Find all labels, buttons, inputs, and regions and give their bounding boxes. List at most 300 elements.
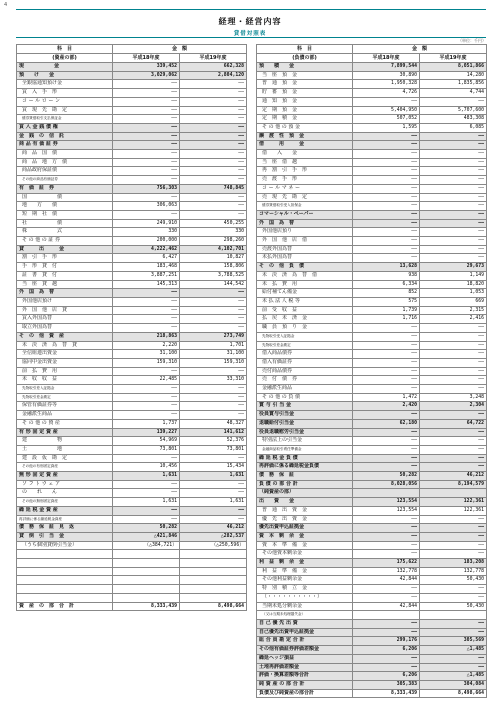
row-label: 地 方 債 bbox=[17, 202, 113, 211]
row-value-year1: ―― bbox=[353, 141, 420, 150]
row-value-year2: ―― bbox=[420, 385, 487, 394]
row-value-year1 bbox=[353, 611, 420, 620]
row-value-year1: 305,383 bbox=[353, 680, 420, 689]
row-value-year2: 6,085 bbox=[420, 123, 487, 132]
row-value-year1: ―― bbox=[353, 210, 420, 219]
row-value-year2: ―― bbox=[420, 245, 487, 254]
row-value-year1: ―― bbox=[353, 593, 420, 602]
table-row bbox=[17, 228, 247, 237]
row-value-year1: ―― bbox=[113, 106, 180, 115]
row-value-year2: 1,701 bbox=[180, 341, 247, 350]
row-value-year1: ―― bbox=[353, 541, 420, 550]
row-label: 国 債 bbox=[17, 193, 113, 202]
row-value-year1: ―― bbox=[353, 411, 420, 420]
row-value-year2: ―― bbox=[180, 115, 247, 124]
row-value-year2: 158,806 bbox=[180, 263, 247, 272]
total-label: 資 産 の 部 合 計 bbox=[17, 602, 113, 611]
table-row bbox=[257, 576, 487, 585]
row-value-year1: 132,778 bbox=[353, 567, 420, 576]
row-value-year2: ―― bbox=[180, 106, 247, 115]
row-value-year1: 1,737 bbox=[113, 419, 180, 428]
row-value-year2: ―― bbox=[420, 515, 487, 524]
assets-table bbox=[16, 44, 247, 611]
row-value-year2: ―― bbox=[420, 358, 487, 367]
row-label: 買 入 金 銭 債 権 bbox=[17, 123, 113, 132]
row-value-year1: 4,726 bbox=[353, 89, 420, 98]
table-row bbox=[257, 306, 487, 315]
total-row bbox=[17, 602, 247, 611]
row-value-year2: ―― bbox=[420, 628, 487, 637]
row-label: 優先出資申込証拠金 bbox=[257, 524, 353, 533]
row-value-year1: ―― bbox=[113, 123, 180, 132]
row-label: その他利益剰余金 bbox=[257, 576, 353, 585]
row-label: 商 品 国 債 bbox=[17, 150, 113, 159]
spacer-cell bbox=[113, 559, 180, 568]
table-row bbox=[17, 97, 247, 106]
table-row bbox=[17, 498, 247, 507]
row-label: 定 期 積 金 bbox=[257, 115, 353, 124]
row-value-year2: ―― bbox=[420, 132, 487, 141]
row-label: （純資産の部） bbox=[257, 489, 353, 498]
row-label: 売付商品債券 bbox=[257, 367, 353, 376]
table-row bbox=[257, 480, 487, 489]
row-value-year1: 306,063 bbox=[113, 202, 180, 211]
row-value-year2: ―― bbox=[420, 654, 487, 663]
row-value-year2: 305,569 bbox=[420, 637, 487, 646]
row-value-year1: ―― bbox=[353, 228, 420, 237]
row-label: 再 割 引 手 形 bbox=[257, 167, 353, 176]
row-value-year1: 159,310 bbox=[113, 358, 180, 367]
row-label: 評価・換算差額等合計 bbox=[257, 672, 353, 681]
row-label: 外 国 為 替 bbox=[257, 219, 353, 228]
row-value-year1: 4,222,462 bbox=[113, 245, 180, 254]
section-title: 貸借対照表 bbox=[233, 31, 267, 37]
table-row bbox=[257, 593, 487, 602]
table-row bbox=[257, 237, 487, 246]
row-value-year2: 1,053 bbox=[420, 289, 487, 298]
table-row bbox=[17, 141, 247, 150]
row-label: 買 現 先 勘 定 bbox=[17, 106, 113, 115]
row-value-year2: ―― bbox=[180, 158, 247, 167]
spacer-cell bbox=[180, 576, 247, 585]
row-value-year2: ―― bbox=[420, 350, 487, 359]
table-row bbox=[257, 637, 487, 646]
spacer-cell bbox=[17, 576, 113, 585]
row-value-year1: 123,554 bbox=[353, 506, 420, 515]
table-row bbox=[17, 376, 247, 385]
row-value-year1: 1,595 bbox=[353, 123, 420, 132]
row-label: 貸 出 金 bbox=[17, 245, 113, 254]
row-value-year2: 50,430 bbox=[420, 576, 487, 585]
row-value-year1: 200,000 bbox=[113, 237, 180, 246]
row-value-year2: 46,212 bbox=[180, 524, 247, 533]
row-value-year1: ―― bbox=[113, 489, 180, 498]
table-row bbox=[257, 184, 487, 193]
row-label: 売 付 債 券 bbox=[257, 376, 353, 385]
row-value-year1: 10,456 bbox=[113, 463, 180, 472]
row-value-year2: 73,801 bbox=[180, 445, 247, 454]
row-label: 外国他店預け bbox=[17, 297, 113, 306]
row-value-year1: 1,631 bbox=[113, 472, 180, 481]
row-value-year2: ―― bbox=[420, 97, 487, 106]
row-value-year2: 18,820 bbox=[420, 280, 487, 289]
row-value-year2: ―― bbox=[180, 315, 247, 324]
row-label: その他の有形固定資産 bbox=[17, 463, 113, 472]
row-value-year1: ―― bbox=[353, 367, 420, 376]
spacer-row bbox=[17, 585, 247, 594]
table-row bbox=[257, 297, 487, 306]
row-value-year1: 3,029,062 bbox=[113, 71, 180, 80]
spacer-cell bbox=[17, 550, 113, 559]
row-label: 全銀協通知預け金 bbox=[17, 80, 113, 89]
table-row bbox=[17, 150, 247, 159]
row-value-year1: ―― bbox=[353, 385, 420, 394]
table-row bbox=[17, 332, 247, 341]
row-value-year2: ―― bbox=[420, 532, 487, 541]
table-row bbox=[17, 428, 247, 437]
table-row bbox=[17, 341, 247, 350]
table-row bbox=[257, 63, 487, 72]
table-row bbox=[257, 532, 487, 541]
table-row bbox=[257, 411, 487, 420]
row-value-year2: ―― bbox=[420, 463, 487, 472]
row-value-year1: ―― bbox=[113, 506, 180, 515]
row-value-year2: 2,304 bbox=[420, 402, 487, 411]
row-value-year2: ―― bbox=[420, 585, 487, 594]
row-value-year1: ―― bbox=[353, 219, 420, 228]
row-label: 外 国 他 店 借 bbox=[257, 237, 353, 246]
table-row bbox=[17, 132, 247, 141]
row-label: 自己優先出資申込証拠金 bbox=[257, 628, 353, 637]
row-value-year1: ―― bbox=[353, 332, 420, 341]
table-row bbox=[17, 123, 247, 132]
row-value-year2: ―― bbox=[180, 393, 247, 402]
row-value-year2: 5,707,600 bbox=[420, 106, 487, 115]
row-value-year1: ―― bbox=[353, 167, 420, 176]
row-value-year2: ―― bbox=[180, 402, 247, 411]
table-row bbox=[257, 228, 487, 237]
table-row bbox=[17, 350, 247, 359]
table-row bbox=[257, 315, 487, 324]
row-value-year1: ―― bbox=[113, 141, 180, 150]
row-value-year2: （△250,596） bbox=[180, 541, 247, 550]
row-label: 貯 蓄 預 金 bbox=[257, 89, 353, 98]
total-value-year2: 8,498,664 bbox=[180, 602, 247, 611]
row-value-year2: 330 bbox=[180, 228, 247, 237]
row-label: 買 入 手 形 bbox=[17, 89, 113, 98]
assets-year1-header: 平成18年度 bbox=[113, 54, 180, 63]
row-value-year1: 2,420 bbox=[353, 402, 420, 411]
row-label: 役員退職慰労引当金 bbox=[257, 428, 353, 437]
row-value-year2: ―― bbox=[420, 524, 487, 533]
row-label: 社 債 bbox=[17, 219, 113, 228]
table-row bbox=[257, 602, 487, 611]
row-value-year1: ―― bbox=[353, 193, 420, 202]
row-label: 売 渡 手 形 bbox=[257, 176, 353, 185]
table-row bbox=[17, 237, 247, 246]
row-value-year2: 15,434 bbox=[180, 463, 247, 472]
table-row bbox=[17, 480, 247, 489]
row-value-year2: 3,788,525 bbox=[180, 271, 247, 280]
liabilities-table-container bbox=[256, 44, 486, 698]
row-label: 退職給付引当金 bbox=[257, 419, 353, 428]
row-value-year2: 183,208 bbox=[420, 559, 487, 568]
row-value-year2: ―― bbox=[180, 210, 247, 219]
row-value-year2: 4,744 bbox=[420, 89, 487, 98]
row-value-year2: ―― bbox=[420, 341, 487, 350]
row-value-year1: ―― bbox=[353, 550, 420, 559]
row-label: 未 払 費 用 bbox=[257, 280, 353, 289]
row-label: 前 払 費 用 bbox=[17, 367, 113, 376]
row-label: 役員賞与引当金 bbox=[257, 411, 353, 420]
row-value-year1: ―― bbox=[113, 393, 180, 402]
row-label: 有 形 固 定 資 産 bbox=[17, 428, 113, 437]
liabilities-year2-header: 平成19年度 bbox=[420, 54, 487, 63]
row-label: 譲 渡 性 預 金 bbox=[257, 132, 353, 141]
table-row bbox=[17, 506, 247, 515]
table-row bbox=[17, 367, 247, 376]
table-row bbox=[17, 402, 247, 411]
row-value-year1: 13,628 bbox=[353, 263, 420, 272]
table-row bbox=[257, 585, 487, 594]
row-value-year1: 249,910 bbox=[113, 219, 180, 228]
row-value-year2: ―― bbox=[180, 123, 247, 132]
spacer-cell bbox=[180, 550, 247, 559]
row-value-year2: ―― bbox=[180, 97, 247, 106]
table-row bbox=[257, 80, 487, 89]
row-value-year1: ―― bbox=[353, 184, 420, 193]
row-value-year1: 30,890 bbox=[353, 71, 420, 80]
spacer-row bbox=[17, 593, 247, 602]
row-value-year1: ―― bbox=[353, 454, 420, 463]
row-label: 売 現 先 勘 定 bbox=[257, 193, 353, 202]
row-value-year2: 144,542 bbox=[180, 280, 247, 289]
table-row bbox=[257, 628, 487, 637]
table-row bbox=[257, 463, 487, 472]
table-row bbox=[257, 367, 487, 376]
row-label: 借入有価証券 bbox=[257, 358, 353, 367]
table-row bbox=[17, 263, 247, 272]
row-value-year1: ―― bbox=[353, 341, 420, 350]
row-value-year2: ―― bbox=[420, 428, 487, 437]
row-value-year1: ―― bbox=[113, 193, 180, 202]
row-value-year1: ―― bbox=[353, 245, 420, 254]
row-label: その他の無形固定資産 bbox=[17, 498, 113, 507]
row-value-year2: 8,051,866 bbox=[420, 63, 487, 72]
table-row bbox=[257, 141, 487, 150]
row-value-year1: 339,452 bbox=[113, 63, 180, 72]
row-value-year2: ―― bbox=[180, 176, 247, 185]
table-row bbox=[257, 341, 487, 350]
row-label: 未 決 済 為 替 貸 bbox=[17, 341, 113, 350]
table-row bbox=[17, 472, 247, 481]
table-row bbox=[257, 358, 487, 367]
table-row bbox=[17, 463, 247, 472]
row-value-year2: ―― bbox=[180, 132, 247, 141]
row-label: （うち個別貸倒引当金） bbox=[17, 541, 113, 550]
row-value-year2: △1,485 bbox=[420, 672, 487, 681]
row-value-year2: 669 bbox=[420, 297, 487, 306]
row-value-year2: 122,361 bbox=[420, 498, 487, 507]
table-row bbox=[257, 71, 487, 80]
row-label: 債券貸借取引受入担保金 bbox=[257, 202, 353, 211]
row-value-year1: 54,969 bbox=[113, 437, 180, 446]
row-value-year2: ―― bbox=[180, 150, 247, 159]
row-value-year1: 852 bbox=[353, 289, 420, 298]
row-value-year2: 4,102,701 bbox=[180, 245, 247, 254]
table-row bbox=[257, 506, 487, 515]
spacer-cell bbox=[180, 585, 247, 594]
row-label: 債 務 保 証 bbox=[257, 472, 353, 481]
row-value-year1: 8,028,056 bbox=[353, 480, 420, 489]
row-value-year1: 183,468 bbox=[113, 263, 180, 272]
row-label: 職 員 預 り 金 bbox=[257, 324, 353, 333]
row-value-year1: 6,334 bbox=[353, 280, 420, 289]
table-row bbox=[257, 498, 487, 507]
row-value-year1: ―― bbox=[113, 210, 180, 219]
row-label: 外 国 為 替 bbox=[17, 289, 113, 298]
row-value-year1: 3,887,251 bbox=[113, 271, 180, 280]
row-label: 貸 倒 引 当 金 bbox=[17, 532, 113, 541]
row-value-year1: ―― bbox=[113, 297, 180, 306]
table-row bbox=[257, 402, 487, 411]
row-value-year2: ―― bbox=[180, 385, 247, 394]
row-value-year1: 2,220 bbox=[113, 341, 180, 350]
row-label: そ の 他 の 負 債 bbox=[257, 393, 353, 402]
table-row bbox=[17, 289, 247, 298]
row-value-year1: ―― bbox=[353, 628, 420, 637]
row-value-year1: ―― bbox=[353, 97, 420, 106]
row-label: 先物取引受入証拠金 bbox=[257, 332, 353, 341]
row-label: （又は当期未処理損失金） bbox=[257, 611, 353, 620]
row-value-year1: ―― bbox=[113, 306, 180, 315]
row-value-year1: ―― bbox=[113, 480, 180, 489]
row-value-year1: （△384,721） bbox=[113, 541, 180, 550]
row-value-year2: ―― bbox=[420, 202, 487, 211]
row-value-year2: ―― bbox=[420, 150, 487, 159]
row-value-year2: 748,845 bbox=[180, 184, 247, 193]
row-label: 債券貸借取引支払保証金 bbox=[17, 115, 113, 124]
row-value-year2: ―― bbox=[420, 620, 487, 629]
assets-table-container bbox=[16, 44, 246, 611]
row-value-year2: ―― bbox=[420, 445, 487, 454]
table-row bbox=[17, 515, 247, 524]
table-row bbox=[257, 254, 487, 263]
row-value-year1: 507,052 bbox=[353, 115, 420, 124]
table-row bbox=[17, 63, 247, 72]
row-value-year1: 1,631 bbox=[113, 498, 180, 507]
spacer-cell bbox=[113, 567, 180, 576]
spacer-cell bbox=[113, 593, 180, 602]
row-label: 短 期 社 債 bbox=[17, 210, 113, 219]
table-row bbox=[257, 472, 487, 481]
table-row bbox=[17, 193, 247, 202]
row-value-year2: ―― bbox=[180, 506, 247, 515]
row-value-year1: ―― bbox=[113, 167, 180, 176]
row-value-year1: ―― bbox=[353, 358, 420, 367]
row-value-year2: ―― bbox=[420, 237, 487, 246]
spacer-cell bbox=[17, 567, 113, 576]
row-value-year1: 62,180 bbox=[353, 419, 420, 428]
row-label: 手 形 貸 付 bbox=[17, 263, 113, 272]
row-value-year2: ―― bbox=[180, 515, 247, 524]
row-label: 利 益 準 備 金 bbox=[257, 567, 353, 576]
total-label: 負債及び純資産の部合計 bbox=[257, 689, 353, 698]
table-row bbox=[17, 167, 247, 176]
table-row bbox=[17, 219, 247, 228]
row-value-year1: ―― bbox=[113, 150, 180, 159]
row-label: 金融派生商品 bbox=[257, 385, 353, 394]
table-row bbox=[257, 350, 487, 359]
page-number: 4 bbox=[4, 2, 8, 8]
row-value-year2: ―― bbox=[180, 167, 247, 176]
row-value-year2: 2,416 bbox=[420, 315, 487, 324]
table-row bbox=[17, 106, 247, 115]
row-label: 借 入 金 bbox=[257, 150, 353, 159]
row-label: 土地再評価差額金 bbox=[257, 663, 353, 672]
row-value-year2: ―― bbox=[420, 663, 487, 672]
row-value-year2: ―― bbox=[420, 219, 487, 228]
row-value-year1: ―― bbox=[353, 463, 420, 472]
row-value-year1: ―― bbox=[353, 254, 420, 263]
row-label: 当 座 貸 越 bbox=[17, 280, 113, 289]
row-label: 有 価 証 券 bbox=[17, 184, 113, 193]
row-value-year1: ―― bbox=[353, 150, 420, 159]
spacer-row bbox=[17, 550, 247, 559]
row-label: 外国他店預り bbox=[257, 228, 353, 237]
table-row bbox=[257, 567, 487, 576]
row-label: 未 払 法 人 税 等 bbox=[257, 297, 353, 306]
assets-rows bbox=[17, 63, 247, 611]
row-label: そ の 他 の 証 券 bbox=[17, 237, 113, 246]
row-value-year1: 22,485 bbox=[113, 376, 180, 385]
row-label: 給付補てん備金 bbox=[257, 289, 353, 298]
row-label: 現 金 bbox=[17, 63, 113, 72]
row-label: 売渡外国為替 bbox=[257, 245, 353, 254]
row-value-year2: 662,328 bbox=[180, 63, 247, 72]
row-label: 商 品 有 価 証 券 bbox=[17, 141, 113, 150]
row-value-year2: ―― bbox=[420, 593, 487, 602]
row-value-year2: 46,212 bbox=[420, 472, 487, 481]
row-value-year2: ―― bbox=[180, 297, 247, 306]
row-value-year1: ―― bbox=[113, 97, 180, 106]
row-value-year2: ―― bbox=[180, 193, 247, 202]
table-row bbox=[17, 411, 247, 420]
row-value-year1: ―― bbox=[353, 437, 420, 446]
table-row bbox=[257, 289, 487, 298]
table-row bbox=[257, 115, 487, 124]
row-label: 普 通 預 金 bbox=[257, 80, 353, 89]
table-row bbox=[17, 280, 247, 289]
row-value-year1: ―― bbox=[113, 115, 180, 124]
table-row bbox=[257, 672, 487, 681]
row-value-year1: ―― bbox=[113, 132, 180, 141]
row-value-year1: 299,176 bbox=[353, 637, 420, 646]
row-value-year1: 123,554 bbox=[353, 498, 420, 507]
row-value-year1: ―― bbox=[353, 654, 420, 663]
table-row bbox=[17, 245, 247, 254]
row-value-year2: 450,255 bbox=[180, 219, 247, 228]
row-value-year2: ―― bbox=[180, 367, 247, 376]
row-value-year2: 48,327 bbox=[180, 419, 247, 428]
row-label: 取立外国為替 bbox=[17, 324, 113, 333]
row-value-year2: ―― bbox=[420, 324, 487, 333]
row-value-year1: ―― bbox=[353, 620, 420, 629]
row-value-year2: △1,485 bbox=[420, 646, 487, 655]
row-value-year1: 31,100 bbox=[113, 350, 180, 359]
row-value-year1: ―― bbox=[353, 176, 420, 185]
row-value-year1: ―― bbox=[113, 315, 180, 324]
